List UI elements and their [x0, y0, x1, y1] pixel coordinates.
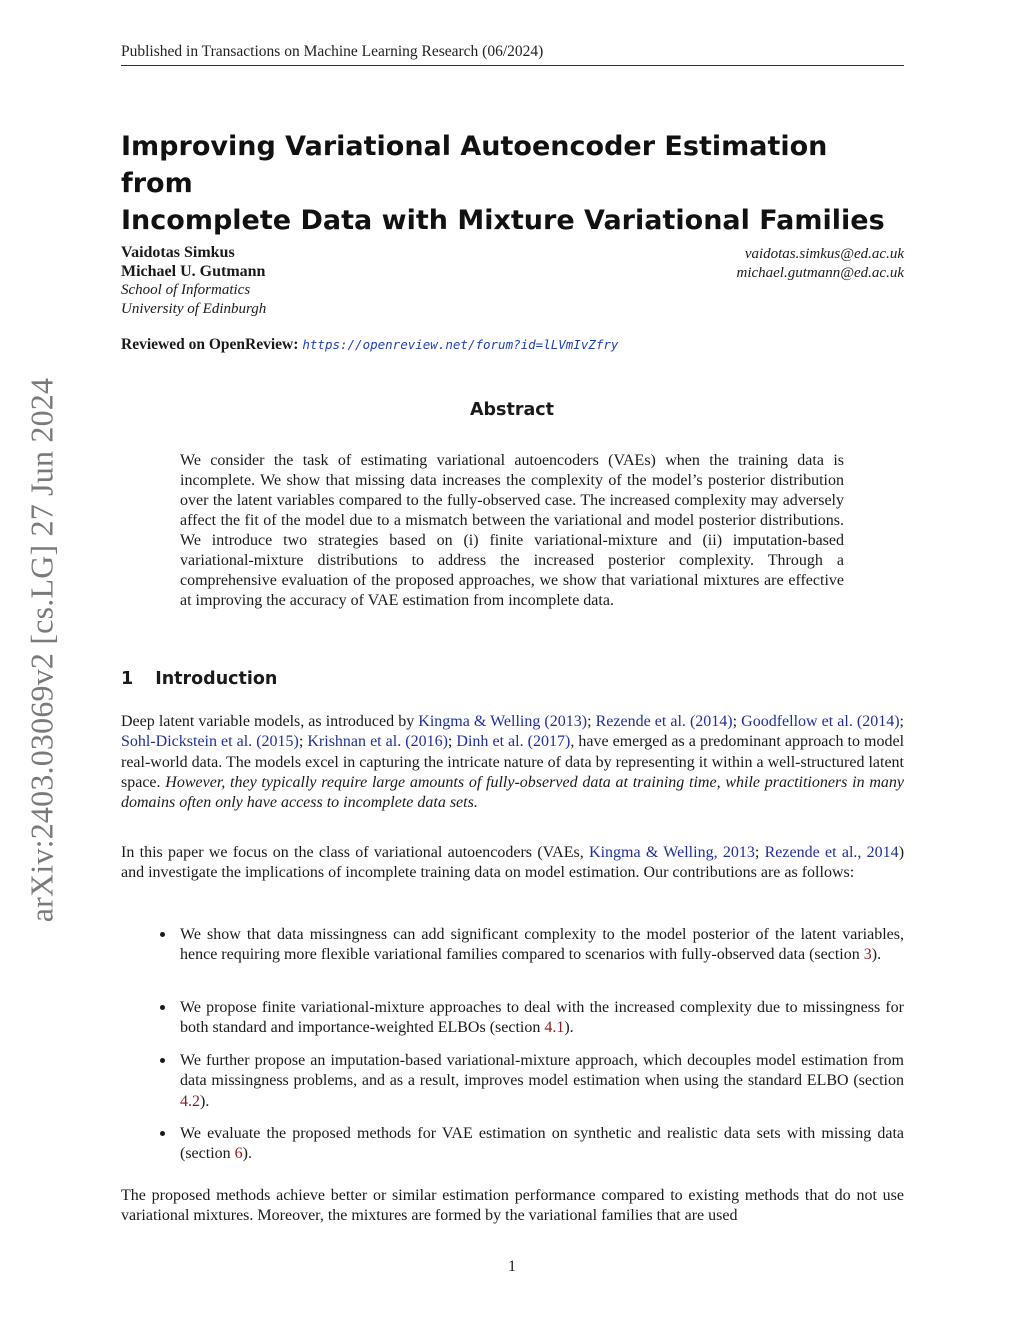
affiliation-school: School of Informatics	[121, 282, 251, 298]
author-email-2[interactable]: michael.gutmann@ed.ac.uk	[736, 265, 904, 281]
contribution-bullet-4: We evaluate the proposed methods for VAE estimation on synthetic and realistic data sets with missing data (section 6).	[180, 1125, 904, 1163]
intro-paragraph-1: Deep latent variable models, as introduced by Kingma & Welling (2013); Rezende et al. (2014); Goodfellow et al. (2014); Sohl-Dickstein et al. (2015); Krishnan et al. (2016); Dinh et al. (2017), have emerged as a predominant approach to model real-world data. The models excel in capturing the intricate nature of data by representing it within a well-structured latent space. However, they typically require large amounts of fully-observed data at training time, while practitioners in many domains often only have access to incomplete data sets.	[121, 713, 905, 812]
bullet-marker	[160, 926, 168, 934]
intro-paragraph-3: The proposed methods achieve better or similar estimation performance compared to existing methods that do not use variational mixtures. Moreover, the mixtures are formed by the variational families that are used	[121, 1187, 904, 1225]
intro-paragraph-2: In this paper we focus on the class of variational autoencoders (VAEs, Kingma & Welling, 2013; Rezende et al., 2014) and investigate the implications of incomplete training data on model estimation. Our contributions are as follows:	[121, 844, 905, 882]
page-number: 1	[508, 1258, 516, 1275]
openreview-link[interactable]: https://openreview.net/forum?id=lLVmIvZfry	[302, 337, 619, 352]
arxiv-watermark	[14, 360, 69, 940]
contribution-bullet-1: We show that data missingness can add significant complexity to the model posterior of the latent variables, hence requiring more flexible variational families compared to scenarios with fully-observed data (section 3).	[180, 926, 904, 964]
bullet-marker	[160, 999, 168, 1007]
contribution-bullet-3: We further propose an imputation-based variational-mixture approach, which decouples model estimation from data missingness problems, and as a result, improves model estimation when using the standard ELBO (section 4.2).	[180, 1052, 904, 1110]
section-ref-link[interactable]: 4.1	[544, 1019, 565, 1037]
section-ref-link[interactable]: 3	[863, 946, 872, 964]
author-name-2: Michael U. Gutmann	[121, 263, 266, 280]
citation-link[interactable]: Dinh et al. (2017)	[456, 733, 571, 751]
author-email-1[interactable]: vaidotas.simkus@ed.ac.uk	[744, 246, 904, 262]
citation-link[interactable]: Sohl-Dickstein et al. (2015)	[121, 733, 299, 751]
section-heading-introduction	[121, 669, 277, 689]
citation-link[interactable]: Kingma & Welling, 2013	[589, 844, 755, 861]
contribution-bullet-2: We propose finite variational-mixture approaches to deal with the increased complexity due to missingness for both standard and importance-weighted ELBOs (section 4.1).	[180, 999, 904, 1037]
abstract-heading: Abstract	[469, 400, 555, 420]
abstract-text: We consider the task of estimating variational autoencoders (VAEs) when the training data is incomplete. We show that missing data increases the complexity of the model’s posterior distribution over the latent variables compared to the fully-observed case. The increased complexity may adversely affect the fit of the model due to a mismatch between the variational and model posterior distributions. We introduce two strategies based on (i) finite variational-mixture and (ii) imputation-based variational-mixture distributions to address the increased posterior complexity. Through a comprehensive evaluation of the proposed approaches, we show that variational mixtures are effective at improving the accuracy of VAE estimation from incomplete data.	[180, 452, 844, 609]
journal-header: Published in Transactions on Machine Learning Research (06/2024)	[121, 43, 544, 60]
section-ref-link[interactable]: 4.2	[180, 1092, 200, 1110]
author-name-1: Vaidotas Simkus	[121, 244, 235, 261]
affiliation-university: University of Edinburgh	[121, 301, 267, 317]
emphasis-text: However, they typically require large amounts of fully-observed data at training time, while practitioners in many domains often only have access to incomplete data sets.	[121, 773, 905, 812]
section-number: 1	[121, 669, 134, 689]
section-title: Introduction	[155, 669, 278, 689]
openreview-line	[121, 336, 618, 354]
citation-link[interactable]: Krishnan et al. (2016)	[307, 733, 448, 751]
paper-title	[121, 128, 904, 239]
openreview-label: Reviewed on OpenReview:	[121, 336, 299, 353]
bullet-marker	[160, 1125, 168, 1133]
section-ref-link[interactable]: 6	[234, 1145, 243, 1163]
citation-link[interactable]: Kingma & Welling (2013)	[418, 713, 588, 730]
citation-link[interactable]: Rezende et al. (2014)	[595, 713, 733, 730]
citation-link[interactable]: Goodfellow et al. (2014)	[741, 713, 900, 730]
title-line-1: Improving Variational Autoencoder Estimation from	[121, 131, 828, 199]
arxiv-id: arXiv:2403.03069v2 [cs.LG] 27 Jun 2024	[23, 377, 59, 923]
title-line-2: Incomplete Data with Mixture Variational Families	[121, 205, 885, 236]
citation-link[interactable]: Rezende et al., 2014	[764, 844, 899, 861]
bullet-marker	[160, 1052, 168, 1060]
header-rule	[121, 65, 904, 66]
